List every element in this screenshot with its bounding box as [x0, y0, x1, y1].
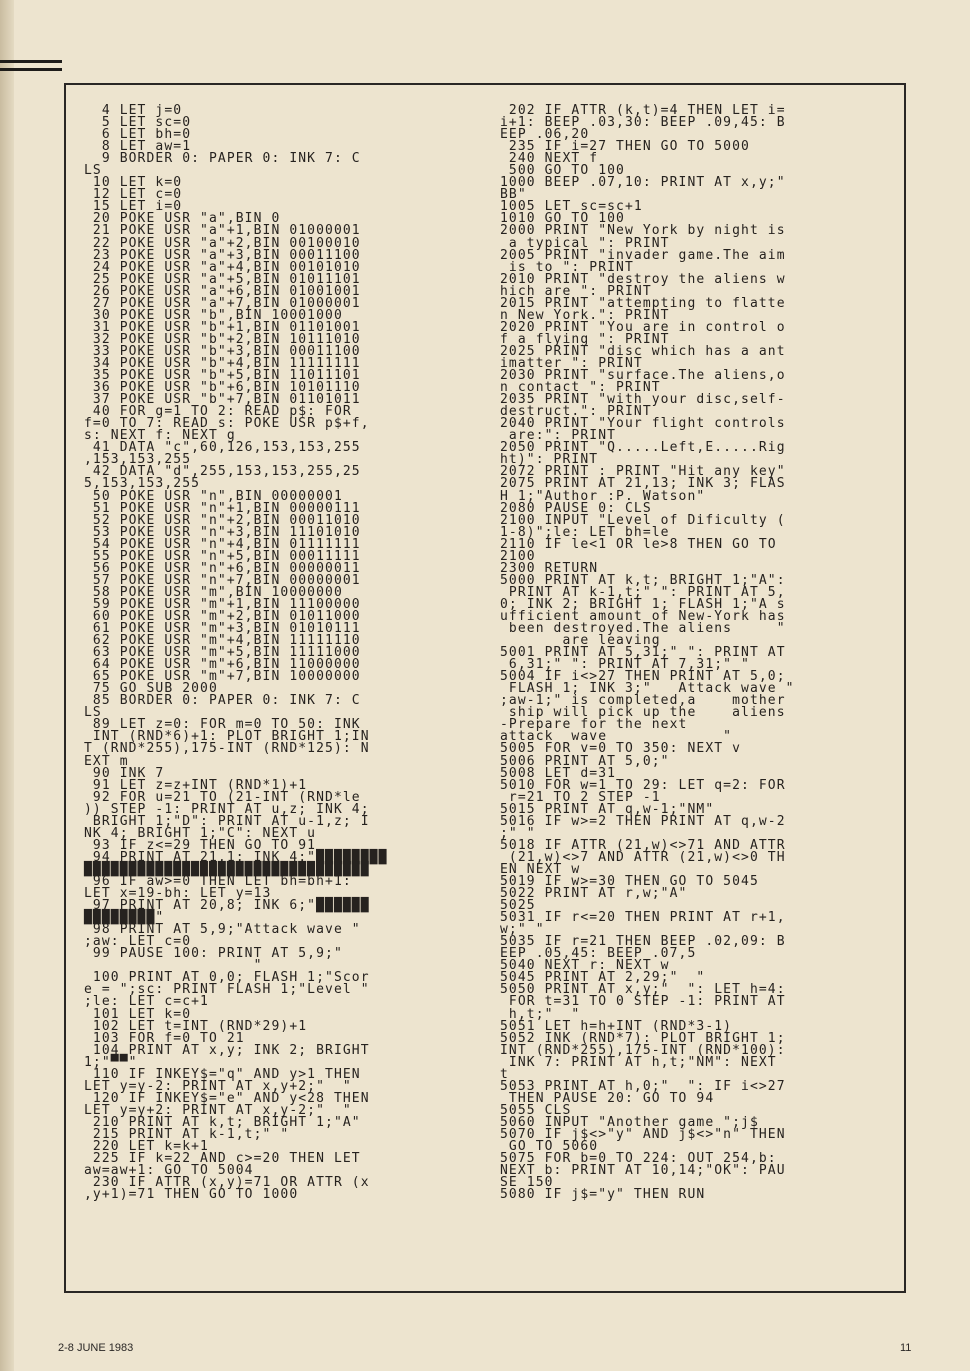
code-line: 15 LET i=0	[84, 199, 183, 215]
code-line: 34 POKE USR "b"+4,BIN 11111111	[84, 355, 361, 371]
code-line: LS	[84, 705, 102, 721]
code-line: 37 POKE USR "b"+7,BIN 01101011	[84, 392, 361, 408]
code-line: LET y=y-2: PRINT AT x,y+2;" "	[84, 1078, 352, 1094]
code-line: 92 FOR u=21 TO (21-INT (RND*le	[84, 789, 361, 805]
code-line: 2035 PRINT "with your disc,self-	[500, 392, 786, 408]
code-line: 62 POKE USR "m"+4,BIN 11111110	[84, 633, 361, 649]
code-line: 57 POKE USR "n"+7,BIN 00000001	[84, 572, 361, 588]
code-line: 5025	[500, 898, 536, 914]
code-line: a typical ": PRINT	[500, 235, 670, 251]
header-rule	[0, 60, 62, 63]
code-line: FLASH 1; INK 3;" Attack wave "	[500, 681, 795, 697]
code-line: 202 IF ATTR (k,t)=4 THEN LET i=	[500, 103, 786, 118]
code-line: 5015 PRINT AT q,w-1;"NM"	[500, 801, 715, 817]
code-line: THEN PAUSE 20: GO TO 94	[500, 1090, 715, 1106]
issue-date: 2-8 JUNE 1983	[58, 1342, 134, 1354]
code-line: 120 IF INKEY$="e" AND y<28 THEN	[84, 1090, 370, 1106]
code-line: 2080 PAUSE 0: CLS	[500, 500, 652, 516]
listing-left-column	[84, 105, 482, 1201]
code-line: 2000 PRINT "New York by night is	[500, 223, 786, 239]
code-line: attack wave "	[500, 729, 733, 745]
code-line: 5,153,153,255	[84, 476, 201, 492]
code-line: n New York.": PRINT	[500, 307, 670, 323]
code-line: 2030 PRINT "surface.The aliens,o	[500, 368, 786, 384]
code-line: 20 POKE USR "a",BIN 0	[84, 211, 281, 227]
code-line: 235 IF i=27 THEN GO TO 5000	[500, 139, 750, 155]
code-line: (21,w)<>7 AND ATTR (21,w)<>0 TH	[500, 849, 786, 865]
code-line: 225 IF k=22 AND c>=20 THEN LET	[84, 1151, 361, 1167]
code-line: "	[84, 958, 263, 974]
code-line: 89 LET z=0: FOR m=0 TO 50: INK	[84, 717, 361, 733]
code-line: 220 LET k=k+1	[84, 1139, 209, 1155]
code-line: 5022 PRINT AT r,w;"A"	[500, 886, 688, 902]
code-line: LET x=19-bh: LET y=13	[84, 886, 272, 902]
code-line: 5045 PRINT AT 2,29;" "	[500, 970, 706, 986]
code-line: hich are ": PRINT	[500, 283, 652, 299]
code-line: w;" "	[500, 922, 545, 938]
code-line: 64 POKE USR "m"+6,BIN 11000000	[84, 657, 361, 673]
code-line: 58 POKE USR "m",BIN 10000000	[84, 584, 343, 600]
code-line: 1000 BEEP .07,10: PRINT AT x,y;"	[500, 175, 786, 191]
code-line: 91 LET z=z+INT (RND*1)+1	[84, 777, 308, 793]
code-line: t	[500, 1066, 509, 1082]
code-line: 5035 IF r=21 THEN BEEP .02,09: B	[500, 934, 786, 950]
code-line: 33 POKE USR "b"+3,BIN 00011100	[84, 343, 361, 359]
code-line: -Prepare for the next	[500, 717, 688, 733]
code-line: 2025 PRINT "disc which has a ant	[500, 343, 786, 359]
code-line: FOR t=31 TO 0 STEP -1: PRINT AT	[500, 994, 786, 1010]
code-line: 27 POKE USR "a"+7,BIN 01000001	[84, 295, 361, 311]
code-line: 5018 IF ATTR (21,w)<>71 AND ATTR	[500, 837, 786, 853]
code-line: 23 POKE USR "a"+3,BIN 00011100	[84, 247, 361, 263]
code-line: 32 POKE USR "b"+2,BIN 10111010	[84, 331, 361, 347]
code-line: 8 LET aw=1	[84, 139, 192, 155]
code-line: is to ": PRINT	[500, 259, 634, 275]
code-line: 90 INK 7	[84, 765, 165, 781]
code-line: 1-8)";le: LET bh=le	[500, 524, 670, 540]
code-line: 5055 CLS	[500, 1102, 572, 1118]
code-line: 5031 IF r<=20 THEN PRINT AT r+1,	[500, 910, 786, 926]
code-line: 5001 PRINT AT 5,31;" ": PRINT AT	[500, 645, 786, 661]
code-line: EXT m	[84, 753, 129, 769]
header-rule	[0, 68, 62, 71]
code-line: )) STEP -1: PRINT AT u,z; INK 4;	[84, 801, 370, 817]
code-line: 5 LET sc=0	[84, 115, 192, 131]
code-line: 5019 IF w>=30 THEN GO TO 5045	[500, 874, 759, 889]
code-line: LET y=y+2: PRINT AT x,y-2;" "	[84, 1102, 352, 1118]
code-line: 40 FOR g=1 TO 2: READ p$: FOR	[84, 404, 352, 420]
code-line: GO TO 5060	[500, 1139, 599, 1155]
code-line: 1;"▀▀"	[84, 1054, 138, 1070]
code-line: ████████████████████████████████	[84, 861, 370, 877]
code-line: 21 POKE USR "a"+1,BIN 01000001	[84, 223, 361, 239]
code-line: 59 POKE USR "m"+1,BIN 11100000	[84, 596, 361, 612]
code-line: 6 LET bh=0	[84, 127, 192, 143]
code-line: been destroyed.The aliens "	[500, 621, 786, 637]
code-line: T (RND*255),175-INT (RND*125): N	[84, 741, 370, 757]
code-line: 99 PAUSE 100: PRINT AT 5,9;"	[84, 946, 343, 962]
code-line: 5016 IF w>=2 THEN PRINT AT q,w-2	[500, 813, 786, 829]
code-line: 5080 IF j$="y" THEN RUN	[500, 1187, 706, 1203]
code-line: ufficient amount of New-York has	[500, 608, 786, 624]
code-line: INT (RND*255),175-INT (RND*100):	[500, 1042, 786, 1058]
code-line: 101 LET k=0	[84, 1006, 192, 1022]
code-line: ship will pick up the aliens	[500, 705, 786, 721]
code-line: ;aw: LET c=0	[84, 934, 192, 950]
code-line: 25 POKE USR "a"+5,BIN 01011101	[84, 271, 361, 287]
code-line: imatter ": PRINT	[500, 355, 643, 371]
code-line: 5060 INPUT "Another game ";j$	[500, 1114, 759, 1130]
code-line: i+1: BEEP .03,30: BEEP .09,45: B	[500, 115, 786, 131]
code-line: 210 PRINT AT k,t; BRIGHT 1;"A"	[84, 1114, 361, 1130]
code-line: 2072 PRINT : PRINT "Hit any key"	[500, 464, 786, 480]
code-line: 2010 PRINT "destroy the aliens w	[500, 271, 786, 287]
code-line: H 1;"Author :P. Watson"	[500, 488, 706, 504]
code-line: 5008 LET d=31	[500, 765, 617, 781]
code-line: 5006 PRINT AT 5,0;"	[500, 753, 670, 769]
code-line: 104 PRINT AT x,y; INK 2; BRIGHT	[84, 1042, 370, 1058]
code-line: ht)": PRINT	[500, 452, 599, 468]
code-line: ;aw-1;" is completed,a mother	[500, 693, 786, 709]
code-line: are:": PRINT	[500, 428, 617, 444]
code-line: 500 GO TO 100	[500, 163, 625, 179]
code-line: are leaving	[500, 633, 661, 649]
code-line: h,t;" "	[500, 1006, 581, 1022]
code-line: s: NEXT f: NEXT g	[84, 428, 236, 444]
code-line: 215 PRINT AT k-1,t;" "	[84, 1126, 290, 1142]
code-line: 2015 PRINT "attempting to flatte	[500, 295, 786, 311]
code-line: n contact ": PRINT	[500, 380, 661, 396]
code-line: 5075 FOR b=0 TO 224: OUT 254,b:	[500, 1151, 777, 1167]
code-line: 5040 NEXT r: NEXT w	[500, 958, 670, 974]
code-line: 5000 PRINT AT k,t; BRIGHT 1;"A":	[500, 572, 786, 588]
code-line: 5010 FOR w=1 TO 29: LET q=2: FOR	[500, 777, 786, 793]
code-line: 56 POKE USR "n"+6,BIN 00000011	[84, 560, 361, 576]
code-line: 22 POKE USR "a"+2,BIN 00100010	[84, 235, 361, 251]
code-line: 31 POKE USR "b"+1,BIN 01101001	[84, 319, 361, 335]
code-line: ████████"	[84, 910, 165, 926]
code-line: 54 POKE USR "n"+4,BIN 01111111	[84, 536, 361, 552]
code-line: ,153,153,255	[84, 452, 192, 468]
code-line: 2005 PRINT "invader game.The aim	[500, 247, 786, 263]
code-line: EN NEXT w	[500, 861, 581, 877]
code-line: 1005 LET sc=sc+1	[500, 199, 643, 215]
code-line: 36 POKE USR "b"+6,BIN 10101110	[84, 380, 361, 396]
code-line: ;" "	[500, 825, 536, 841]
code-line: 103 FOR f=0 TO 21	[84, 1030, 245, 1046]
code-line: 110 IF INKEY$="q" AND y>1 THEN	[84, 1066, 361, 1082]
page-number: 11	[900, 1342, 912, 1354]
code-line: 5070 IF j$<>"y" AND j$<>"n" THEN	[500, 1126, 786, 1142]
code-line: 12 LET c=0	[84, 187, 183, 203]
code-line: 94 PRINT AT 21,1; INK 4;"████████	[84, 849, 388, 865]
code-line: 6,31;" ": PRINT AT 7,31;" "	[500, 657, 750, 673]
code-line: INK 7: PRINT AT h,t;"NM": NEXT	[500, 1054, 777, 1070]
listing-right-column	[500, 105, 895, 1201]
code-line: 0; INK 2; BRIGHT 1; FLASH 1;"A s	[500, 596, 786, 612]
code-line: aw=aw+1: GO TO 5004	[84, 1163, 254, 1179]
code-line: 9 BORDER 0: PAPER 0: INK 7: C	[84, 151, 361, 167]
code-line: 24 POKE USR "a"+4,BIN 00101010	[84, 259, 361, 275]
code-line: 50 POKE USR "n",BIN 00000001	[84, 488, 343, 504]
code-line: f=0 TO 7: READ s: POKE USR p$+f,	[84, 416, 370, 432]
code-line: 60 POKE USR "m"+2,BIN 01011000	[84, 608, 361, 624]
code-line: 5005 FOR v=0 TO 350: NEXT v	[500, 741, 742, 757]
code-line: 4 LET j=0	[84, 103, 183, 118]
code-line: 2100	[500, 548, 536, 564]
code-line: 85 BORDER 0: PAPER 0: INK 7: C	[84, 693, 361, 709]
code-line: 96 IF aw>=0 THEN LET bh=bh+1:	[84, 874, 352, 889]
code-line: 52 POKE USR "n"+2,BIN 00011010	[84, 512, 361, 528]
code-line: 75 GO SUB 2000	[84, 681, 218, 697]
code-line: 26 POKE USR "a"+6,BIN 01001001	[84, 283, 361, 299]
code-line: 2020 PRINT "You are in control o	[500, 319, 786, 335]
code-line: PRINT AT k-1,t;" ": PRINT AT 5,	[500, 584, 786, 600]
code-line: BB"	[500, 187, 527, 203]
code-line: ,y+1)=71 THEN GO TO 1000	[84, 1187, 299, 1203]
code-line: 10 LET k=0	[84, 175, 183, 191]
code-line: LS	[84, 163, 102, 179]
code-line: 41 DATA "c",60,126,153,153,255	[84, 440, 361, 456]
code-line: 5050 PRINT AT x,y;" ": LET h=4:	[500, 982, 786, 998]
code-line: 5052 INK (RND*7): PLOT BRIGHT 1;	[500, 1030, 786, 1046]
code-line: 51 POKE USR "n"+1,BIN 00000111	[84, 500, 361, 516]
code-line: 230 IF ATTR (x,y)=71 OR ATTR (x	[84, 1175, 370, 1191]
code-line: 240 NEXT f	[500, 151, 599, 167]
code-line: EEP .05,45: BEEP .07,5	[500, 946, 697, 962]
code-line: 53 POKE USR "n"+3,BIN 11101010	[84, 524, 361, 540]
code-line: 35 POKE USR "b"+5,BIN 11011101	[84, 368, 361, 384]
code-line: EEP .06,20	[500, 127, 590, 143]
code-line: 98 PRINT AT 5,9;"Attack wave "	[84, 922, 361, 938]
code-line: 2300 RETURN	[500, 560, 599, 576]
code-line: ;le: LET c=c+1	[84, 994, 209, 1010]
code-line: 61 POKE USR "m"+3,BIN 01010111	[84, 621, 361, 637]
code-line: 2110 IF le<1 OR le>8 THEN GO TO	[500, 536, 777, 552]
code-line: 102 LET t=INT (RND*29)+1	[84, 1018, 308, 1034]
code-line: 5051 LET h=h+INT (RND*3-1)	[500, 1018, 733, 1034]
code-line: destruct.": PRINT	[500, 404, 652, 420]
code-line: NEXT b: PRINT AT 10,14;"OK": PAU	[500, 1163, 786, 1179]
code-line: 100 PRINT AT 0,0; FLASH 1;"Scor	[84, 970, 370, 986]
page-gutter	[0, 0, 14, 1371]
code-line: r=21 TO 2 STEP -1	[500, 789, 661, 805]
code-line: 2075 PRINT AT 21,13; INK 3; FLAS	[500, 476, 786, 492]
code-line: 63 POKE USR "m"+5,BIN 11111000	[84, 645, 361, 661]
code-line: 2040 PRINT "Your flight controls	[500, 416, 786, 432]
code-line: BRIGHT 1;"D": PRINT AT u-1,z; I	[84, 813, 370, 829]
code-line: 55 POKE USR "n"+5,BIN 00011111	[84, 548, 361, 564]
code-line: 93 IF z<=29 THEN GO TO 91	[84, 837, 317, 853]
code-line: 65 POKE USR "m"+7,BIN 10000000	[84, 669, 361, 685]
code-line: 97 PRINT AT 20,8; INK 6;"██████	[84, 898, 370, 914]
code-line: 1010 GO TO 100	[500, 211, 625, 227]
code-line: e = ";sc: PRINT FLASH 1;"Level "	[84, 982, 370, 998]
code-line: SE 150	[500, 1175, 554, 1191]
code-line: NK 4; BRIGHT 1;"C": NEXT u	[84, 825, 317, 841]
code-line: 42 DATA "d",255,153,153,255,25	[84, 464, 361, 480]
code-line: f a flying ": PRINT	[500, 331, 670, 347]
code-line: 2100 INPUT "Level of Dificulty (	[500, 512, 786, 528]
code-line: 5004 IF i<>27 THEN PRINT AT 5,0;	[500, 669, 786, 685]
code-line: 5053 PRINT AT h,0;" ": IF i<>27	[500, 1078, 786, 1094]
code-line: 30 POKE USR "b",BIN 10001000	[84, 307, 343, 323]
code-line: 2050 PRINT "Q.....Left,E.....Rig	[500, 440, 786, 456]
code-line: INT (RND*6)+1: PLOT BRIGHT 1;IN	[84, 729, 370, 745]
